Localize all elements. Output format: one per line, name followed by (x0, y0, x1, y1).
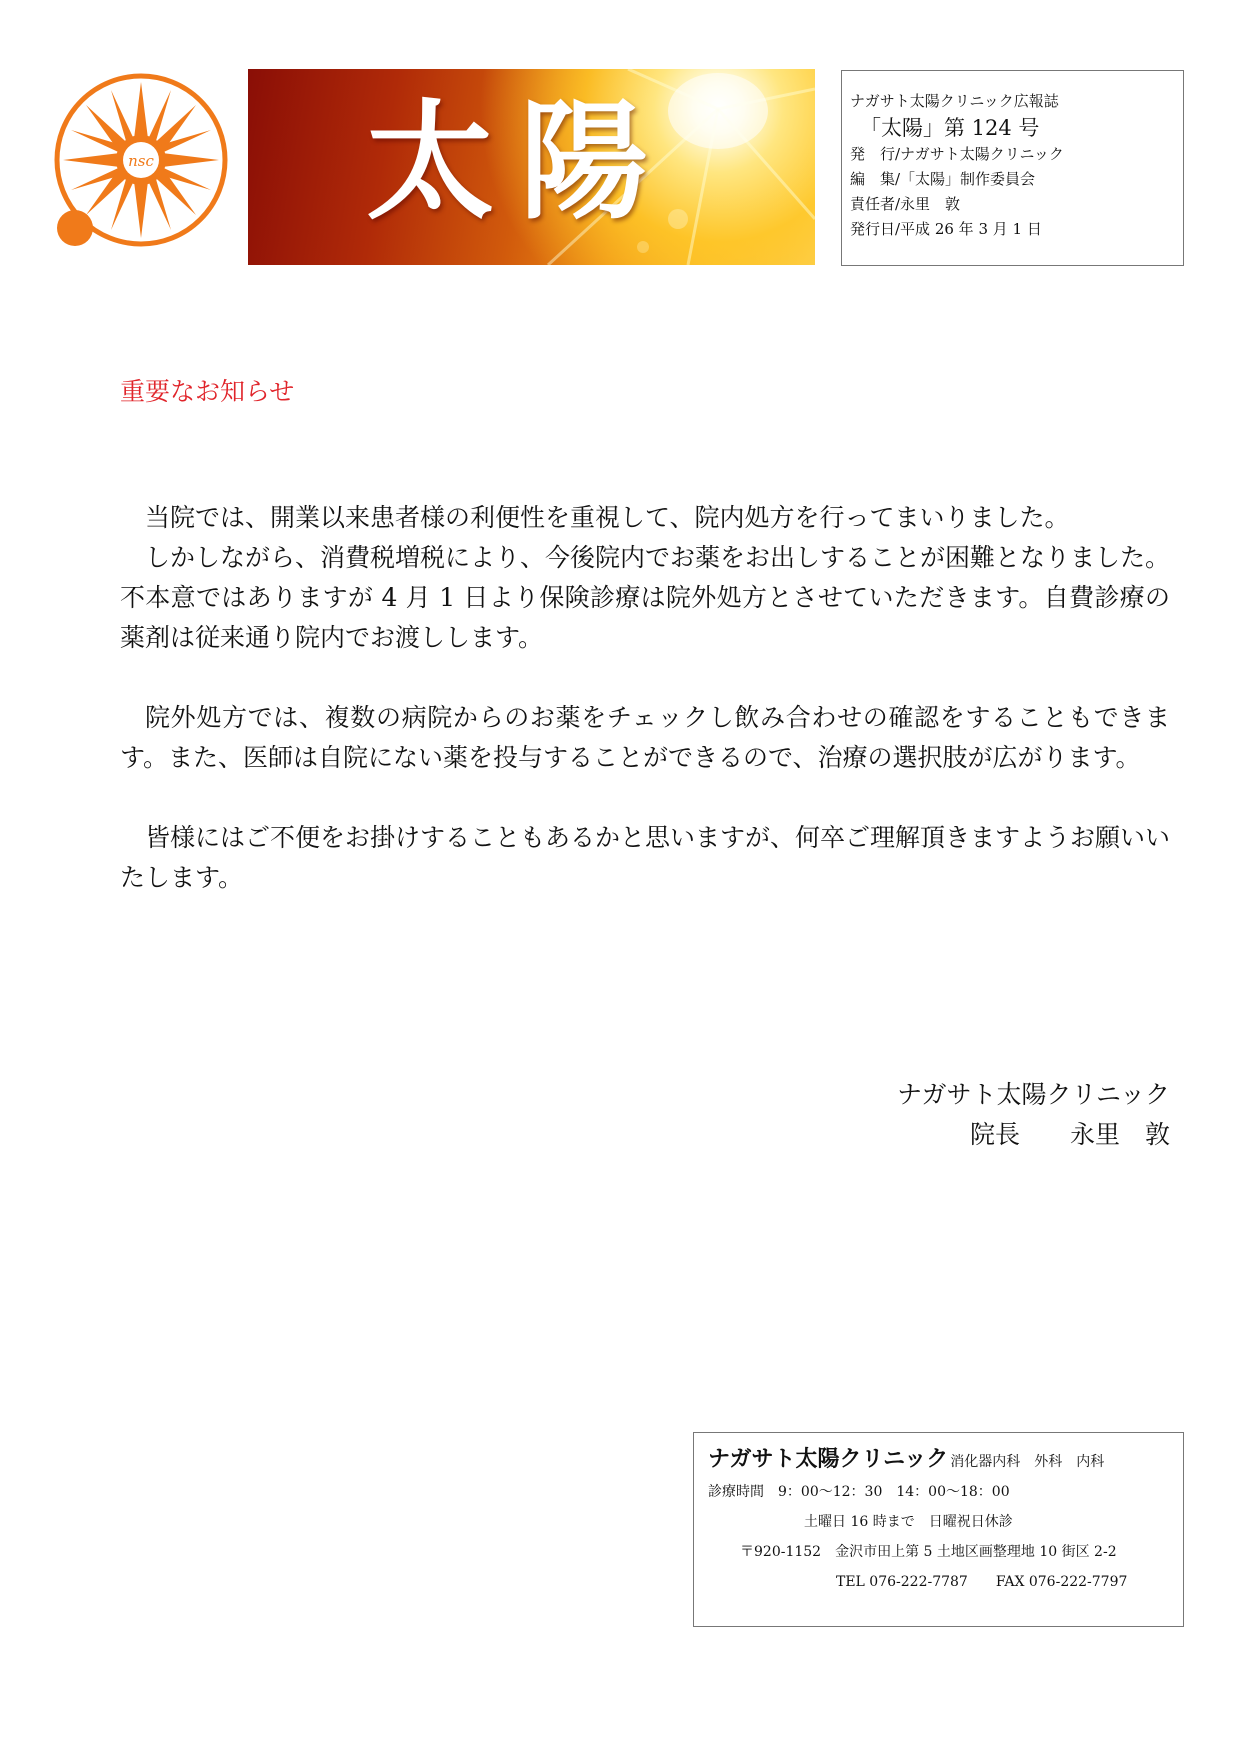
signature-director: 院長 永里 敦 (969, 1120, 1170, 1149)
title-banner (248, 69, 815, 265)
paragraph-3: 院外処方では、複数の病院からのお薬をチェックし飲み合わせの確認をすることもできます。また、医師は自院にない薬を投与することができるので、治療の選択肢が広がります。 (120, 703, 1170, 772)
clinic-header (708, 1445, 1169, 1477)
paragraph-gap (120, 778, 1170, 818)
responsible-line: 責任者/永里 敦 (850, 195, 961, 213)
editor-line: 編 集/「太陽」制作委員会 (850, 170, 1036, 188)
clinic-address: 〒920-1152 金沢市田上第 5 土地区画整理地 10 街区 2-2 (740, 1544, 1117, 1560)
clinic-hours: 診療時間 9：00～12：30 14：00～18：00 (708, 1484, 1010, 1500)
publication-info-box (841, 70, 1184, 266)
publication-name: ナガサト太陽クリニック広報誌 (850, 92, 1059, 110)
notice-heading: 重要なお知らせ (120, 377, 295, 406)
paragraph-gap (120, 658, 1170, 698)
clinic-name: ナガサト太陽クリニック (708, 1447, 949, 1472)
banner-title: 太陽 (366, 87, 675, 237)
paragraph-2: しかしながら、消費税増税により、今後院内でお薬をお出しすることが困難となりました。不本意ではありますが 4 月 1 日より保険診療は院外処方とさせていただきます。自費診療の薬剤は従来通り院内でお渡しします。 (120, 543, 1171, 652)
clinic-departments: 消化器内科 外科 内科 (950, 1454, 1105, 1470)
clinic-info-box (693, 1432, 1184, 1627)
paragraph-4: 皆様にはご不便をお掛けすることもあるかと思いますが、何卒ご理解頂きますようお願いいたします。 (120, 823, 1171, 892)
paragraph-1: 当院では、開業以来患者様の利便性を重視して、院内処方を行ってまいりました。 (145, 503, 1070, 532)
issue-number: 「太陽」第 124 号 (860, 116, 1040, 140)
signature-clinic: ナガサト太陽クリニック (896, 1080, 1170, 1109)
signature-block (897, 1075, 1170, 1155)
notice-body (120, 498, 1170, 898)
clinic-phone: TEL 076-222-7787 FAX 076-222-7797 (836, 1574, 1128, 1590)
clinic-saturday-hours: 土曜日 16 時まで 日曜祝日休診 (804, 1514, 1013, 1530)
clinic-logo (45, 72, 230, 257)
publisher-line: 発 行/ナガサト太陽クリニック (850, 145, 1064, 163)
issue-date-line: 発行日/平成 26 年 3 月 1 日 (850, 220, 1042, 238)
sun-compass-logo-icon (45, 72, 230, 257)
svg-text:nsc: nsc (128, 152, 154, 170)
